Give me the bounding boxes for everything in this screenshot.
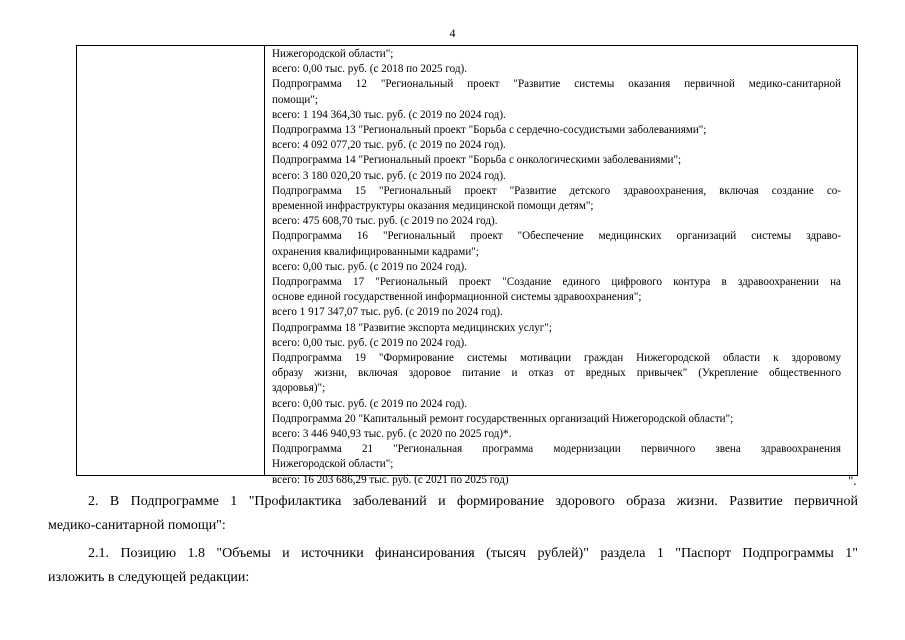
paragraph-first-line: 2.1. Позицию 1.8 "Объемы и источники финансирования (тысяч рублей)" раздела 1 "Паспорт Подпрограммы 1" — [88, 546, 858, 561]
table-text-line: Подпрограмма 12 "Региональный проект "Развитие системы оказания первичной медико-санитарной — [272, 78, 841, 91]
paragraph-position-1-8 — [48, 542, 858, 590]
closing-quote: ". — [848, 473, 857, 488]
table-text-line: Подпрограмма 18 "Развитие экспорта медицинских услуг"; — [272, 321, 552, 334]
table-text-line: Нижегородской области"; — [272, 458, 394, 471]
table-text-line: всего: 0,00 тыс. руб. (с 2019 по 2024 год). — [272, 336, 467, 349]
table-text-line: всего: 3 446 940,93 тыс. руб. (с 2020 по 2025 год)*. — [272, 428, 512, 441]
table-text-line: Нижегородской области"; — [272, 48, 394, 60]
table-text-line: всего: 4 092 077,20 тыс. руб. (с 2019 по 2024 год). — [272, 139, 506, 152]
table-text-line: Подпрограмма 21 "Региональная программа модернизации первичного звена здравоохранения — [272, 443, 841, 456]
funding-table — [76, 45, 858, 486]
paragraph-subprogram-1 — [48, 490, 858, 538]
table-right-cell — [272, 47, 841, 488]
table-text-line: Подпрограмма 19 "Формирование системы мотивации граждан Нижегородской области к здоровому — [272, 352, 841, 365]
table-text-line: всего: 16 203 686,29 тыс. руб. (с 2021 по 2025 год) — [272, 473, 509, 486]
table-text-line: основе единой государственной информационной системы здравоохранения"; — [272, 291, 642, 304]
table-left-cell — [77, 46, 265, 475]
paragraph-continuation: медико-санитарной помощи": — [48, 518, 226, 533]
table-text-line: охранения квалифицированными кадрами"; — [272, 245, 479, 258]
table-text-line: всего: 1 194 364,30 тыс. руб. (с 2019 по 2024 год). — [272, 108, 506, 121]
table-text-line: Подпрограмма 16 "Региональный проект "Обеспечение медицинских организаций системы здраво- — [272, 230, 841, 243]
table-text-line: всего 1 917 347,07 тыс. руб. (с 2019 по 2024 год). — [272, 306, 503, 319]
table-text-line: образу жизни, включая здоровое питание и отказ от вредных привычек" (Укрепление общественного — [272, 367, 841, 380]
table-text-line: Подпрограмма 13 "Региональный проект "Борьба с сердечно-сосудистыми заболеваниями"; — [272, 124, 707, 137]
table-text-line: помощи"; — [272, 93, 318, 106]
table-text-line: всего: 475 608,70 тыс. руб. (с 2019 по 2024 год). — [272, 215, 498, 228]
paragraph-first-line: 2. В Подпрограмме 1 "Профилактика заболеваний и формирование здорового образа жизни. Развитие первичной — [88, 494, 858, 509]
table-text-line: всего: 0,00 тыс. руб. (с 2019 по 2024 год). — [272, 397, 467, 410]
table-text-line: Подпрограмма 15 "Региональный проект "Развитие детского здравоохранения, включая создание со- — [272, 184, 841, 197]
table-text-line: всего: 3 180 020,20 тыс. руб. (с 2019 по 2024 год). — [272, 169, 506, 182]
table-text-line: всего: 0,00 тыс. руб. (с 2019 по 2024 год). — [272, 260, 467, 273]
table-text-line: Подпрограмма 17 "Региональный проект "Создание единого цифрового контура в здравоохранении на — [272, 276, 841, 289]
table-text-line: здоровья)"; — [272, 382, 326, 395]
table-text-line: Подпрограмма 14 "Региональный проект "Борьба с онкологическими заболеваниями"; — [272, 154, 682, 167]
table-text-line: Подпрограмма 20 "Капитальный ремонт государственных организаций Нижегородской области"; — [272, 412, 734, 425]
page-number: 4 — [449, 26, 456, 40]
paragraph-continuation: изложить в следующей редакции: — [48, 570, 250, 585]
table-text-line: всего: 0,00 тыс. руб. (с 2018 по 2025 год). — [272, 63, 467, 76]
table-text-line: временной инфраструктуры оказания медицинской помощи детям"; — [272, 200, 594, 213]
